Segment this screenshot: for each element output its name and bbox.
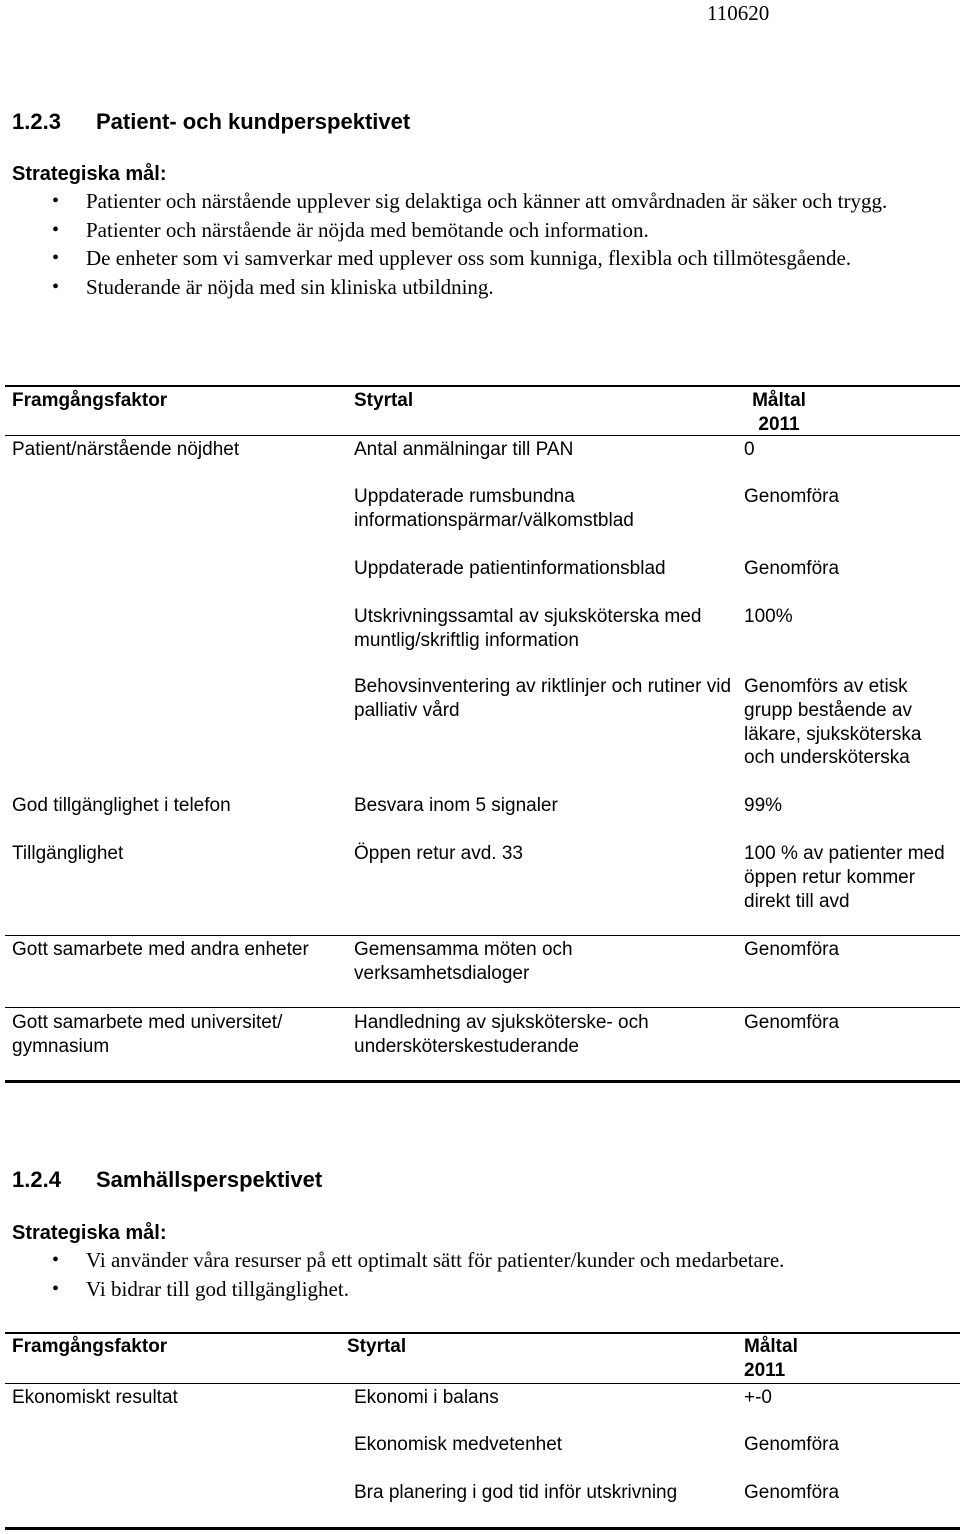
header-factor: Framgångsfaktor [12, 390, 168, 411]
strategic-goals-label: Strategiska mål: [12, 163, 167, 185]
goal-item: • Vi bidrar till god tillgänglighet. [52, 1275, 932, 1304]
row-rule [5, 935, 960, 936]
header-metric: Styrtal [347, 1336, 407, 1357]
bullet-icon: • [52, 275, 60, 298]
header-metric: Styrtal [354, 390, 414, 411]
goal-item: • Patienter och närstående upplever sig delaktiga och känner att omvårdnaden är säker och trygg. [52, 187, 932, 216]
header-target: Måltal 2011 [744, 1336, 798, 1381]
header-factor: Framgångsfaktor [12, 1336, 168, 1357]
strategic-goals-label: Strategiska mål: [12, 1222, 167, 1244]
table-bottom-rule [5, 1527, 960, 1530]
table-top-rule [5, 385, 960, 387]
goal-item: • Patienter och närstående är nöjda med bemötande och information. [52, 216, 932, 245]
bullet-icon: • [52, 247, 60, 269]
goal-item: • Studerande är nöjda med sin kliniska utbildning. [52, 273, 932, 302]
section-title: Samhällsperspektivet [96, 1167, 323, 1192]
section-number: 1.2.3 [12, 109, 61, 134]
goal-item: • Vi använder våra resurser på ett optimalt sätt för patienter/kunder och medarbetare. [52, 1246, 932, 1275]
section-number: 1.2.4 [12, 1167, 61, 1192]
goal-item: • De enheter som vi samverkar med upplever oss som kunniga, flexibla och tillmötesgående. [52, 244, 932, 273]
bullet-icon: • [52, 218, 60, 241]
bullet-icon: • [52, 1249, 60, 1271]
document-id: 110620 [707, 1, 770, 25]
row-rule [5, 1007, 960, 1008]
header-target: Måltal 2011 [752, 390, 806, 435]
bullet-icon: • [52, 190, 60, 212]
table-top-rule [5, 1332, 960, 1334]
section-heading [12, 108, 410, 136]
strategic-goals-list [52, 1246, 932, 1303]
header-rule [5, 435, 960, 436]
strategic-goals-list [52, 187, 932, 301]
header-rule [5, 1383, 960, 1384]
section-title: Patient- och kundperspektivet [96, 109, 411, 134]
section-heading [12, 1166, 322, 1194]
bullet-icon: • [52, 1277, 60, 1300]
table-bottom-rule [5, 1080, 960, 1083]
